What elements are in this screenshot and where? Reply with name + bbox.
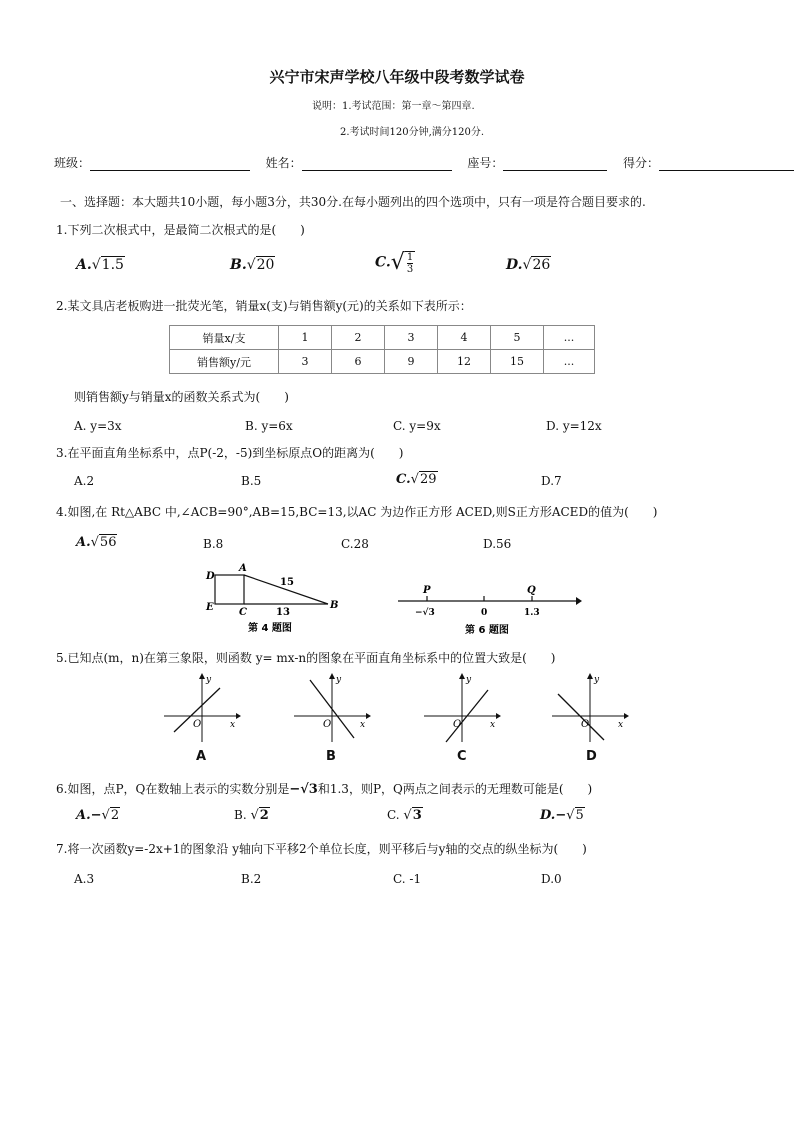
q3-option-c[interactable]: C.√29 xyxy=(396,472,437,487)
question-7-stem: 7.将一次函数y=-2x+1的图象沿 y轴向下平移2个单位长度，则平移后与y轴的交点的纵坐标为( ) xyxy=(56,842,587,856)
figure-4-triangle xyxy=(200,558,350,640)
q5-graph-b[interactable] xyxy=(292,672,372,744)
q5-label-b[interactable]: B xyxy=(326,749,336,764)
fig6-label-neg-root3: −√3 xyxy=(415,608,435,618)
q6-option-b[interactable]: B. √2 xyxy=(234,808,269,823)
fig4-label-ab: 15 xyxy=(280,577,294,588)
q6-option-c[interactable]: C. √3 xyxy=(387,808,422,823)
q7-option-b[interactable]: B.2 xyxy=(241,872,262,886)
fig6-label-1-3: 1.3 xyxy=(524,608,540,618)
table-cell: 5 xyxy=(491,326,544,350)
fig4-label-a: A xyxy=(239,563,247,574)
fig4-label-cb: 13 xyxy=(276,607,290,618)
fig4-caption: 第 4 题图 xyxy=(248,623,292,634)
q2-option-b[interactable]: B. y=6x xyxy=(245,419,293,433)
table-cell: 12 xyxy=(438,350,491,374)
svg-text:y: y xyxy=(206,675,212,685)
q2-option-a[interactable]: A. y=3x xyxy=(74,419,122,433)
table-cell: 3 xyxy=(385,326,438,350)
q5-label-d[interactable]: D xyxy=(586,749,597,764)
table-cell: 销量x/支 xyxy=(170,326,279,350)
q6-option-a[interactable]: A.−√2 xyxy=(76,808,120,823)
fig6-label-p: P xyxy=(423,585,431,596)
fig4-label-e: E xyxy=(206,602,214,613)
svg-text:x: x xyxy=(360,720,366,730)
page-title: 兴宁市宋声学校八年级中段考数学试卷 xyxy=(269,68,525,86)
score-field[interactable] xyxy=(659,157,794,171)
q4-option-a[interactable]: A.√56 xyxy=(76,535,117,550)
svg-text:y: y xyxy=(336,675,342,685)
q1-option-b[interactable]: B.√20 xyxy=(230,257,275,273)
svg-text:O: O xyxy=(323,719,332,730)
svg-text:y: y xyxy=(466,675,472,685)
instructions-line-2: 2.考试时间120分钟,满分120分. xyxy=(340,127,485,138)
table-cell: 4 xyxy=(438,326,491,350)
q4-option-b[interactable]: B.8 xyxy=(203,537,224,551)
fig4-label-c: C xyxy=(239,607,247,618)
table-row xyxy=(170,350,595,374)
fig6-label-q: Q xyxy=(527,585,536,596)
fig6-caption: 第 6 题图 xyxy=(465,625,509,636)
q1-option-c[interactable]: C.√ $\frac{1}{3}$ xyxy=(375,250,414,275)
section-heading: 一、选择题：本大题共10小题，每小题3分，共30分.在每小题列出的四个选项中，只有一项是符合题目要求的. xyxy=(60,195,646,209)
name-field[interactable] xyxy=(302,157,452,171)
question-3-stem: 3.在平面直角坐标系中，点P(-2，-5)到坐标原点O的距离为( ) xyxy=(56,446,404,460)
seat-label: 座号： xyxy=(467,156,504,170)
class-field[interactable] xyxy=(90,157,250,171)
table-cell: 销售额y/元 xyxy=(170,350,279,374)
svg-text:O: O xyxy=(193,719,202,730)
name-label: 姓名： xyxy=(265,156,302,170)
question-1-stem: 1.下列二次根式中，是最简二次根式的是( ) xyxy=(56,223,305,237)
q5-graph-a[interactable] xyxy=(162,672,242,744)
fig4-label-b: B xyxy=(330,600,339,611)
q3-option-b[interactable]: B.5 xyxy=(241,474,262,488)
table-cell: 6 xyxy=(332,350,385,374)
svg-text:x: x xyxy=(230,720,236,730)
svg-text:O: O xyxy=(453,719,462,730)
svg-text:x: x xyxy=(618,720,624,730)
q5-label-a[interactable]: A xyxy=(196,749,207,764)
class-label: 班级： xyxy=(54,156,91,170)
q5-label-c[interactable]: C xyxy=(457,749,467,764)
question-6-stem: 6.如图，点P，Q在数轴上表示的实数分别是−√3和1.3，则P，Q两点之间表示的无理数可能是( ) xyxy=(56,782,593,797)
student-info-row xyxy=(54,154,794,171)
table-cell: ... xyxy=(544,350,595,374)
q5-graph-d[interactable] xyxy=(550,672,630,744)
q1-option-a[interactable]: A.√1.5 xyxy=(76,257,124,273)
question-2-follow: 则销售额y与销量x的函数关系式为( ) xyxy=(74,390,289,404)
svg-text:O: O xyxy=(581,719,590,730)
instructions-line-1: 说明：1.考试范围：第一章～第四章. xyxy=(312,101,475,112)
fig6-label-zero: 0 xyxy=(481,608,488,618)
q7-option-c[interactable]: C. -1 xyxy=(393,872,422,886)
q3-option-d[interactable]: D.7 xyxy=(541,474,562,488)
seat-field[interactable] xyxy=(503,157,607,171)
svg-text:y: y xyxy=(594,675,600,685)
q7-option-a[interactable]: A.3 xyxy=(74,872,95,886)
q4-option-d[interactable]: D.56 xyxy=(483,537,512,551)
question-5-stem: 5.已知点(m，n)在第三象限，则函数 y= mx-n的图象在平面直角坐标系中的位置大致是( ) xyxy=(56,651,556,665)
q2-option-c[interactable]: C. y=9x xyxy=(393,419,441,433)
table-cell: 1 xyxy=(279,326,332,350)
q7-option-d[interactable]: D.0 xyxy=(541,872,562,886)
table-cell: 15 xyxy=(491,350,544,374)
q6-option-d[interactable]: D.−√5 xyxy=(540,808,584,823)
question-2-stem: 2.某文具店老板购进一批荧光笔，销量x(支)与销售额y(元)的关系如下表所示： xyxy=(56,299,472,313)
fig4-label-d: D xyxy=(206,571,215,582)
table-cell: 2 xyxy=(332,326,385,350)
figure-6-number-line xyxy=(396,580,582,640)
q2-option-d[interactable]: D. y=12x xyxy=(546,419,602,433)
table-row xyxy=(170,326,595,350)
q1-option-d[interactable]: D.√26 xyxy=(506,257,551,273)
q4-option-c[interactable]: C.28 xyxy=(341,537,369,551)
table-cell: ... xyxy=(544,326,595,350)
sales-table xyxy=(169,325,595,374)
table-cell: 9 xyxy=(385,350,438,374)
q5-graph-c[interactable] xyxy=(422,672,502,744)
score-label: 得分： xyxy=(623,156,660,170)
question-4-stem: 4.如图,在 Rt△ABC 中,∠ACB=90°,AB=15,BC=13,以AC 为边作正方形 ACED,则S正方形ACED的值为( ) xyxy=(56,505,658,519)
svg-text:x: x xyxy=(490,720,496,730)
q3-option-a[interactable]: A.2 xyxy=(74,474,95,488)
table-cell: 3 xyxy=(279,350,332,374)
